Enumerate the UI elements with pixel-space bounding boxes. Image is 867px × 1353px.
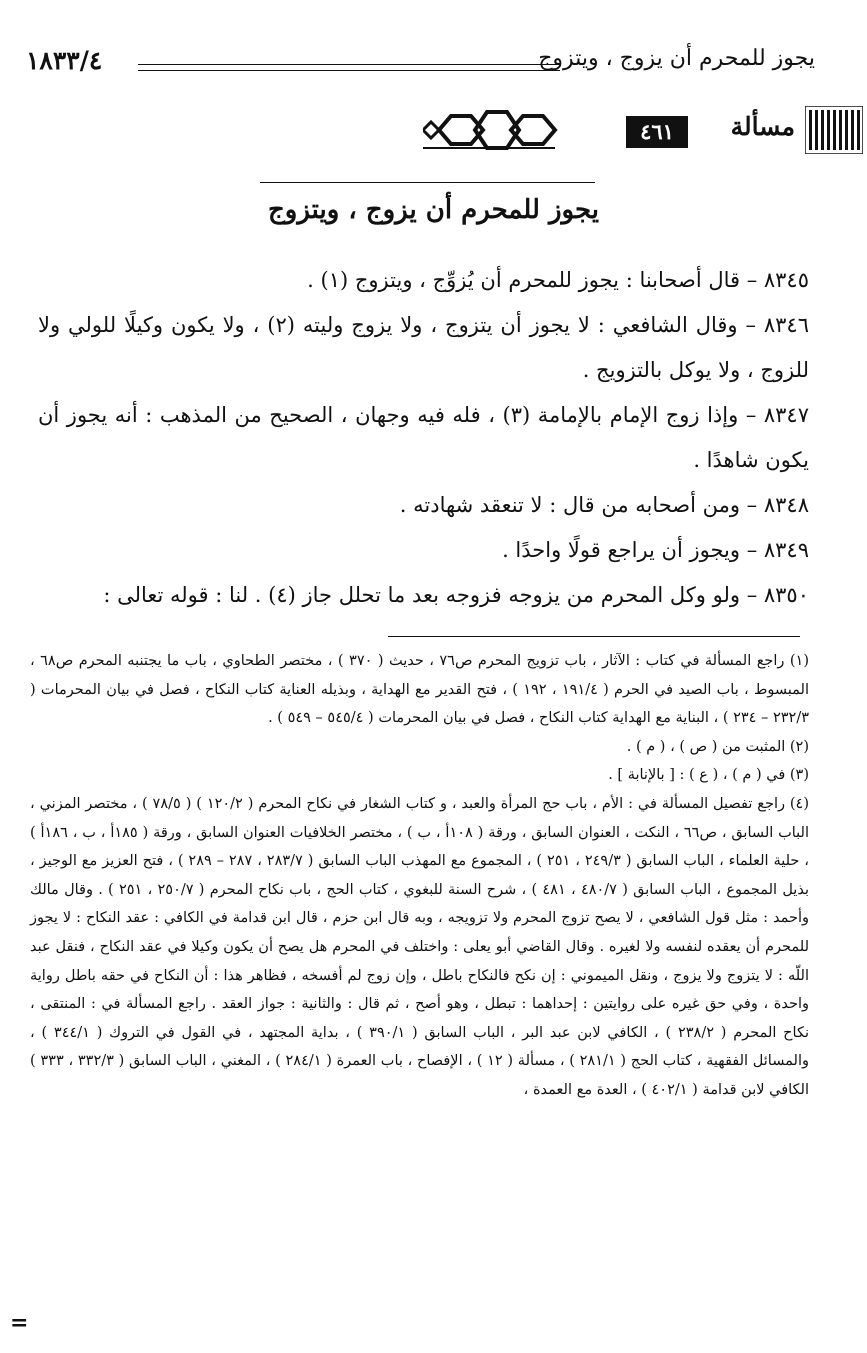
heading-rule [260,182,595,183]
running-title: يجوز للمحرم أن يزوج ، ويتزوج [538,46,815,71]
footnote-4: (٤) راجع تفصيل المسألة في : الأم ، باب حج المرأة والعبد ، و كتاب الشغار في نكاح المحرم ( ١٢٠/٢ ) ( ٧٨/٥ ) ، مختصر المزني ، الباب السابق ، ص٦٦ ، النكت ، العنوان السابق ، ورقة ( ١٠٨أ ، ب ) ، مختصر الخلافيات العنوان السابق ، ورقة ( ١٨٥أ ، ب ، ١٨٦أ ) ، حلية العلماء ، الباب السابق ( ٢٤٩/٣ ، ٢٥١ ) ، المجموع مع المهذب الباب السابق ( ٢٨٣/٧ ، ٢٨٧ – ٢٨٩ ) ، فتح العزيز مع الوجيز ، بذيل المجموع ، الباب السابق ( ٤٨٠/٧ ، ٤٨١ ) ، شرح السنة للبغوي ، كتاب الحج ، باب نكاح المحرم ( ٢٥٠/٧ ، ٢٥١ ) . وقال مالك وأحمد : مثل قول الشافعي ، لا يصح تزوج المحرم ولا تزويجه ، وبه قال ابن حزم ، قال ابن قدامة في الكافي : عقد النكاح : لا يجوز للمحرم أن يعقده لنفسه ولا لغيره . وقال القاضي أبو يعلى : واختلف في المحرم هل يصح أن يكون وكيلا في عقد النكاح ، فنقل عبد اللّه : لا يتزوج ولا يزوج ، ونقل الميموني : إن نكح فالنكاح باطل ، وإن زوج لم أفسخه ، فظاهر هذا : أن النكاح في حقه باطل رواية واحدة ، وفي حق غيره على روايتين : إحداهما : تبطل ، وهو أصح ، ثم قال : والثانية : جواز العقد . راجع المسألة في : المنتقى ، نكاح المحرم ( ٢٣٨/٢ ) ، الكافي لابن عبد البر ، الباب السابق ( ٣٩٠/١ ) ، بداية المجتهد ، في القول في التروك ( ٣٤٤/١ ) ، والمسائل الفقهية ، كتاب الحج ( ٢٨١/١ ) ، مسألة ( ١٢ ) ، الإفصاح ، باب العمرة ( ٢٨٤/١ ) ، المغني ، الباب السابق ( ٣٣٢/٣ ، ٣٣٣ ) الكافي لابن قدامة ( ٤٠٢/١ ) ، العدة مع العمدة ، [30,795,810,1098]
footnotes [30,647,809,1105]
footnote-3: (٣) في ( م ) ، ( ع ) : [ بالإنابة ] . [608,767,809,784]
page-number: ١٨٣٣/٤ [26,46,103,75]
footnote-2: (٢) المثبت من ( ص ) ، ( م ) . [626,738,809,755]
masala-banner [423,104,863,156]
running-header [26,46,815,98]
vertical-bars-ornament [805,106,863,154]
geometric-ornament [423,104,623,156]
header-rule-top [138,64,560,65]
masala-number: ٤٦١ [626,116,688,148]
footnote-separator [388,636,800,637]
paragraph-8345: ٨٣٤٥ – قال أصحابنا : يجوز للمحرم أن يُزوِّج ، ويتزوج (١) . [307,268,809,292]
continuation-mark: = [10,1310,29,1336]
paragraph-8348: ٨٣٤٨ – ومن أصحابه من قال : لا تنعقد شهادته . [399,493,809,517]
paragraph-8346: ٨٣٤٦ – وقال الشافعي : لا يجوز أن يتزوج ، ولا يزوج وليته (٢) ، ولا يكون وكيلًا للولي ولا للزوج ، ولا يوكل بالتزويج . [38,313,809,382]
footnote-1: (١) راجع المسألة في كتاب : الآثار ، باب تزويج المحرم ص٧٦ ، حديث ( ٣٧٠ ) ، مختصر الطحاوي ، باب ما يجتنبه المحرم ص٦٨ ، المبسوط ، باب الصيد في الحرم ( ١٩١/٤ ، ١٩٢ ) ، فتح القدير مع الهداية ، وبذيله العناية كتاب النكاح ، فصل في بيان المحرمات ( ٢٣٢/٣ – ٢٣٤ ) ، البناية مع الهداية كتاب النكاح ، فصل في بيان المحرمات ( ٥٤٥/٤ – ٥٤٩ ) . [30,653,809,727]
header-rule-bottom [138,70,560,71]
paragraph-8347: ٨٣٤٧ – وإذا زوج الإمام بالإمامة (٣) ، فله فيه وجهان ، الصحيح من المذهب : أنه يجوز أن يكون شاهدًا . [38,403,809,472]
main-text [38,258,809,618]
masala-label: مسألة [730,112,795,141]
paragraph-8350: ٨٣٥٠ – ولو وكل المحرم من يزوجه فزوجه بعد ما تحلل جاز (٤) . لنا : قوله تعالى : [103,583,809,607]
paragraph-8349: ٨٣٤٩ – ويجوز أن يراجع قولًا واحدًا . [502,538,809,562]
section-heading: يجوز للمحرم أن يزوج ، ويتزوج [267,195,599,225]
